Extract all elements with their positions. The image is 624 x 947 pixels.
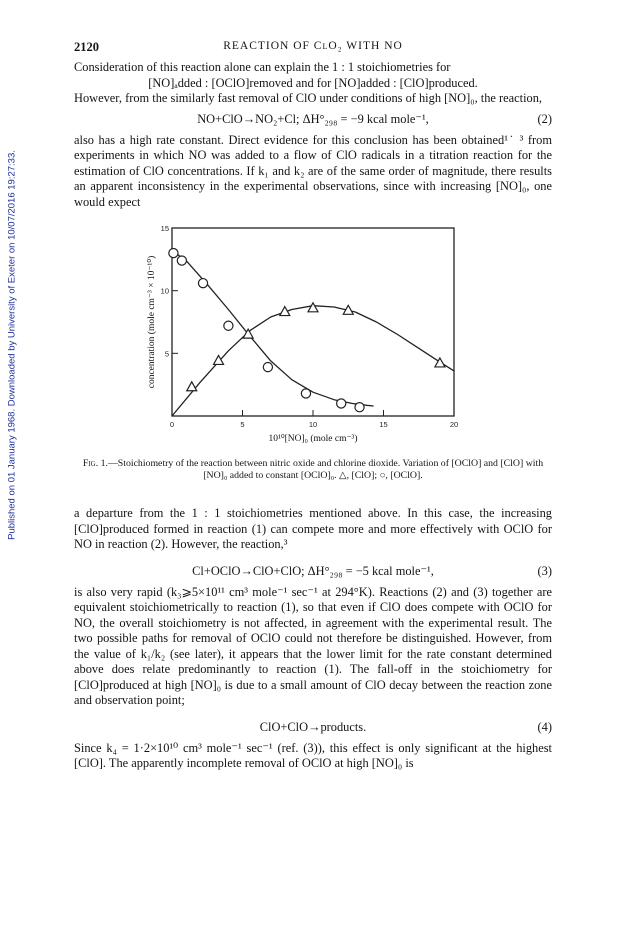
x-tick-label: 15	[379, 420, 388, 429]
paragraph-2: However, from the similarly fast removal of ClO under conditions of high [NO]₀, the reaction,	[74, 91, 543, 105]
series-line-oclo	[172, 251, 374, 406]
data-point-clo	[187, 382, 197, 391]
figure-1	[74, 218, 552, 454]
x-tick-label: 20	[449, 420, 459, 429]
equation-3-number: (3)	[537, 563, 552, 578]
figure-caption-label: Fig. 1.	[82, 458, 108, 469]
data-point-oclo	[177, 256, 186, 265]
y-axis-label: concentration (mole cm⁻³ × 10⁻¹⁰)	[147, 255, 157, 389]
x-tick-label: 0	[169, 420, 175, 429]
y-tick-label: 10	[160, 286, 169, 296]
running-title: REACTION OF ClO₂ WITH NO	[223, 40, 403, 52]
figure-caption	[74, 458, 552, 482]
x-tick-label: 10	[308, 420, 318, 429]
series-line-clo	[172, 306, 454, 416]
page-number: 2120	[74, 40, 99, 54]
equation-2-text: NO+ClO→NO₂+Cl; ΔH°₂₉₈ = −9 kcal mole⁻¹,	[197, 111, 429, 126]
equation-2	[74, 111, 552, 129]
download-watermark	[6, 110, 18, 580]
data-point-clo	[308, 303, 318, 312]
paragraph-6: Since k₄ = 1·2×10¹⁰ cm³ mole⁻¹ sec⁻¹ (ref. (3)), this effect is only significant at the highest [ClO]. The apparently incomplete removal of OClO at high [NO]₀ is	[74, 740, 552, 770]
data-point-oclo	[224, 321, 233, 330]
y-tick-label: 5	[164, 349, 169, 359]
paragraph-3: also has a high rate constant. Direct evidence for this conclusion has been obtained¹˙ ³ from experiments in which NO was added to a flow of ClO radicals in a titration reaction for the estimation of ClO concentrations. If k₁ and k₂ are of the same order of magnitude, there results an apparent inconsistency in the experimental observations, since with increasing [NO]₀, one would expect	[74, 132, 552, 209]
data-point-oclo	[337, 399, 346, 408]
x-axis-label: 10¹⁰[NO]₀ (mole cm⁻³)	[268, 434, 358, 444]
plot-frame	[172, 228, 454, 416]
data-point-oclo	[198, 279, 207, 288]
page-header	[74, 40, 552, 60]
y-tick-label: 15	[160, 224, 169, 233]
data-point-oclo	[301, 389, 310, 398]
stoichiometry-ratios: [NO]ₐdded : [OClO]removed and for [NO]added : [ClO]produced.	[148, 75, 478, 90]
equation-4	[74, 719, 552, 737]
equation-3	[74, 563, 552, 581]
equation-4-number: (4)	[537, 719, 552, 734]
paragraph-4: a departure from the 1 : 1 stoichiometries mentioned above. In this case, the increasing [ClO]produced formed in reaction (1) can compete more and more effectively with OClO for NO in reaction (2). However, the reaction,³	[74, 506, 552, 551]
equation-3-text: Cl+OClO→ClO+ClO; ΔH°₂₉₈ = −5 kcal mole⁻¹,	[192, 563, 434, 578]
data-point-clo	[214, 355, 224, 364]
paragraph-5: is also very rapid (k₃⩾5×10¹¹ cm³ mole⁻¹ sec⁻¹ at 294°K). Reactions (2) and (3) together are equivalent stoichiometrically to reaction (1), so that even if ClO does compete with OClO for NO, the overall stoichiometry is not affected, in agreement with the experimental result. The two possible paths for removal of OClO could not therefore be distinguished. However, from the value of k₁/k₂ (see later), it appears that the lower limit for the rate constant determined above does relate predominantly to reaction (1). The fall-off in the stoichiometry for [ClO]produced at high [NO]₀ is due to a small amount of ClO decay between the reaction zone and observation point;	[74, 584, 552, 707]
figure-caption-text: —Stoichiometry of the reaction between nitric oxide and chlorine dioxide. Variation of [OClO] and [ClO] with [NO]₀ added to constant [OClO]₀. △, [ClO]; ○, [OClO].	[107, 458, 544, 481]
data-point-oclo	[263, 363, 272, 372]
x-tick-label: 5	[240, 420, 245, 429]
paragraph-1: Consideration of this reaction alone can explain the 1 : 1 stoichiometries for	[74, 60, 451, 74]
stoichiometry-chart	[74, 218, 552, 454]
watermark-text: Published on 01 January 1968. Downloaded by University of Exeter on 10/07/2016 19:27:33.	[6, 150, 18, 540]
data-point-oclo	[355, 403, 364, 412]
data-point-oclo	[169, 248, 178, 257]
equation-4-text: ClO+ClO→products.	[259, 719, 367, 734]
equation-2-number: (2)	[537, 111, 552, 126]
journal-page	[74, 40, 552, 772]
